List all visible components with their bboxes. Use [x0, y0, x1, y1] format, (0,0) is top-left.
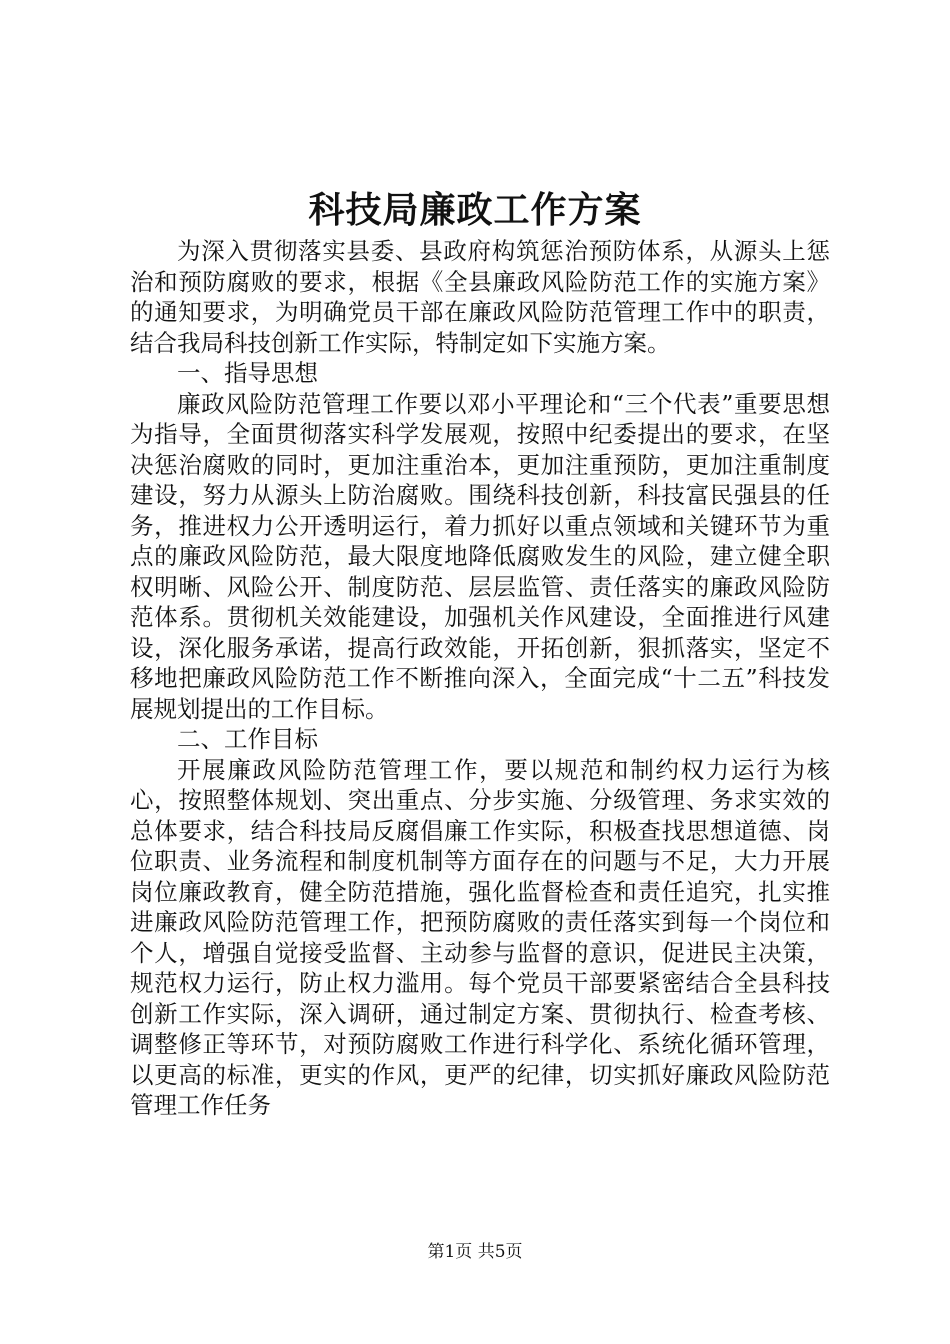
section-heading-work-goals: 二、工作目标 — [177, 725, 318, 753]
work-goals-paragraph: 开展廉政风险防范管理工作，要以规范和制约权力运行为核心，按照整体规划、突出重点、分步实施、分级管理、务求实效的总体要求，结合科技局反腐倡廉工作实际，积极查找思想道德、岗位职责、业务流程和制度机制等方面存在的问题与不足，大力开展岗位廉政教育，健全防范措施，强化监督检查和责任追究，扎实推进廉政风险防范管理工作，把预防腐败的责任落实到每一个岗位和个人，增强自觉接受监督、主动参与监督的意识，促进民主决策，规范权力运行，防止权力滥用。每个党员干部要紧密结合全县科技创新工作实际，深入调研，通过制定方案、贯彻执行、检查考核、调整修正等环节，对预防腐败工作进行科学化、系统化循环管理，以更高的标准，更实的作风，更严的纪律，切实抓好廉政风险防范管理工作任务 — [130, 755, 830, 1119]
page-number-footer: 第1页 共5页 — [427, 1242, 523, 1262]
guiding-ideology-paragraph: 廉政风险防范管理工作要以邓小平理论和“三个代表”重要思想为指导，全面贯彻落实科学发展观，按照中纪委提出的要求，在坚决惩治腐败的同时，更加注重治本，更加注重预防，更加注重制度建设，努力从源头上防治腐败。围绕科技创新，科技富民强县的任务，推进权力公开透明运行，着力抓好以重点领域和关键环节为重点的廉政风险防范，最大限度地降低腐败发生的风险，建立健全职权明晰、风险公开、制度防范、层层监管、责任落实的廉政风险防范体系。贯彻机关效能建设，加强机关作风建设，全面推进行风建设，深化服务承诺，提高行政效能，开拓创新，狠抓落实，坚定不移地把廉政风险防范工作不断推向深入，全面完成“十二五”科技发展规划提出的工作目标。 — [130, 389, 830, 723]
document-body — [130, 236, 830, 1121]
document-title: 科技局廉政工作方案 — [308, 189, 642, 231]
section-heading-guiding-ideology: 一、指导思想 — [177, 359, 318, 387]
intro-paragraph: 为深入贯彻落实县委、县政府构筑惩治预防体系，从源头上惩治和预防腐败的要求，根据《全县廉政风险防范工作的实施方案》的通知要求，为明确党员干部在廉政风险防范管理工作中的职责，结合我局科技创新工作实际，特制定如下实施方案。 — [130, 237, 830, 357]
